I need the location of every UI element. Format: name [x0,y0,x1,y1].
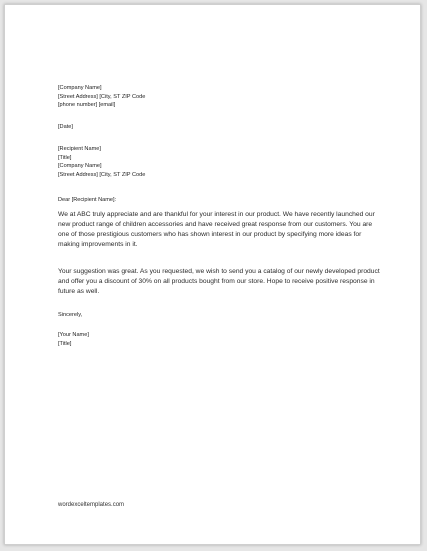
salutation-block [58,196,380,205]
footer-website: wordexceltemplates.com [58,502,125,508]
body-paragraph-2: Your suggestion was great. As you requested, we wish to send you a catalog of our newly developed product and offer you a discount of 30% on all products bought from our store. Hope to receive positive response in future as well. [58,268,380,295]
signature-title: [Title] [58,340,72,347]
body-paragraph-1: We at ABC truly appreciate and are thankful for your interest in our product. We have recently launched our new product range of children accessories and have received great response from our customers. You are one of those prestigious customers who has shown interest in our product by specifying more ideas for making improvements in it. [58,211,375,248]
sender-address: [Street Address] [City, ST ZIP Code [58,93,146,100]
recipient-title: [Title] [58,154,72,161]
closing: Sincerely, [58,312,83,318]
recipient-address: [Street Address] [City, ST ZIP Code [58,172,146,179]
salutation: Dear [Recipient Name]: [58,197,117,203]
signature-block [58,331,380,348]
letter-date: [Date] [58,124,73,130]
recipient-block [58,145,380,180]
letter-page [4,4,421,545]
signature-name: [Your Name] [58,332,89,338]
sender-contact: [phone number] [email] [58,102,116,109]
closing-block [58,311,380,320]
recipient-company-name: [Company Name] [58,163,102,170]
sender-company-name: [Company Name] [58,85,102,91]
date-block [58,123,380,132]
recipient-name: [Recipient Name] [58,146,101,152]
sender-block [58,84,380,110]
